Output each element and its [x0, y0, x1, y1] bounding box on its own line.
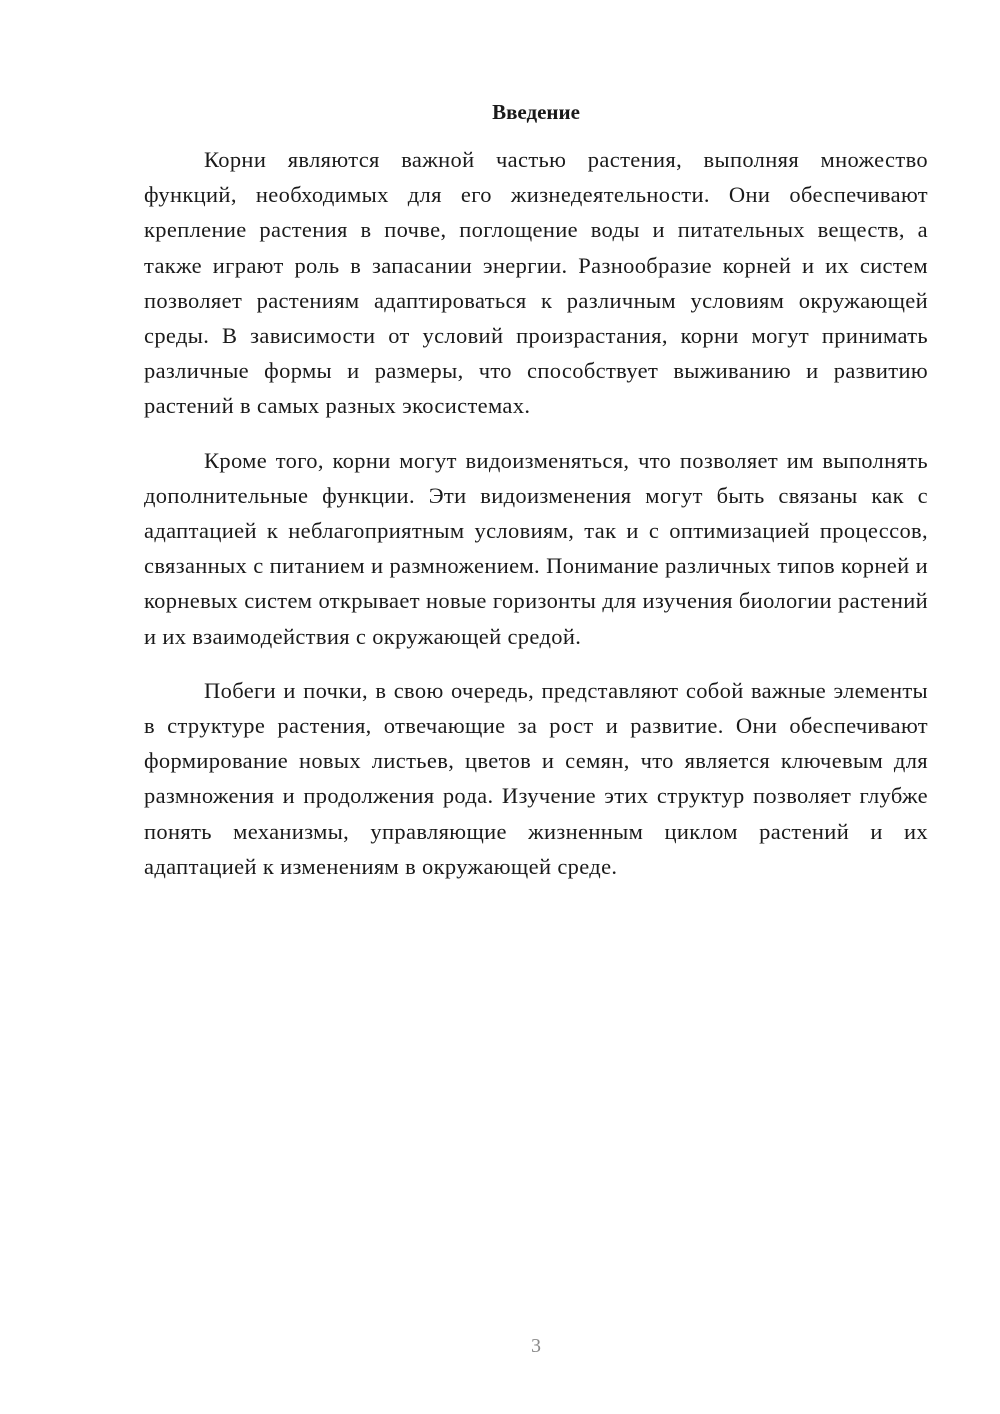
paragraph-shoots-buds: Побеги и почки, в свою очередь, представляют собой важные элементы в структуре растения, отвечающие за рост и развитие. Они обеспечивают формирование новых листьев, цветов и семян, что является ключевым для размножения и продолжения рода. Изучение этих структур позволяет глубже понять механизмы, управляющие жизненным циклом растений и их адаптацией к изменениям в окружающей среде.: [144, 677, 928, 879]
paragraph-root-modifications: Кроме того, корни могут видоизменяться, что позволяет им выполнять дополнительные функции. Эти видоизменения могут быть связаны как с адаптацией к неблагоприятным условиям, так и с оптимизацией процессов, связанных с питанием и размножением. Понимание различных типов корней и корневых систем открывает новые горизонты для изучения биологии растений и их взаимодействия с окружающей средой.: [144, 447, 928, 649]
page-number: 3: [531, 1335, 541, 1357]
section-title: Введение: [492, 100, 580, 124]
body-text: [144, 142, 928, 903]
paragraph-roots-intro: Корни являются важной частью растения, выполняя множество функций, необходимых для его жизнедеятельности. Они обеспечивают крепление растения в почве, поглощение воды и питательных веществ, а также играют роль в запасании энергии. Разнообразие корней и их систем позволяет растениям адаптироваться к различным условиям окружающей среды. В зависимости от условий произрастания, корни могут принимать различные формы и размеры, что способствует выживанию и развитию растений в самых разных экосистемах.: [144, 147, 928, 419]
